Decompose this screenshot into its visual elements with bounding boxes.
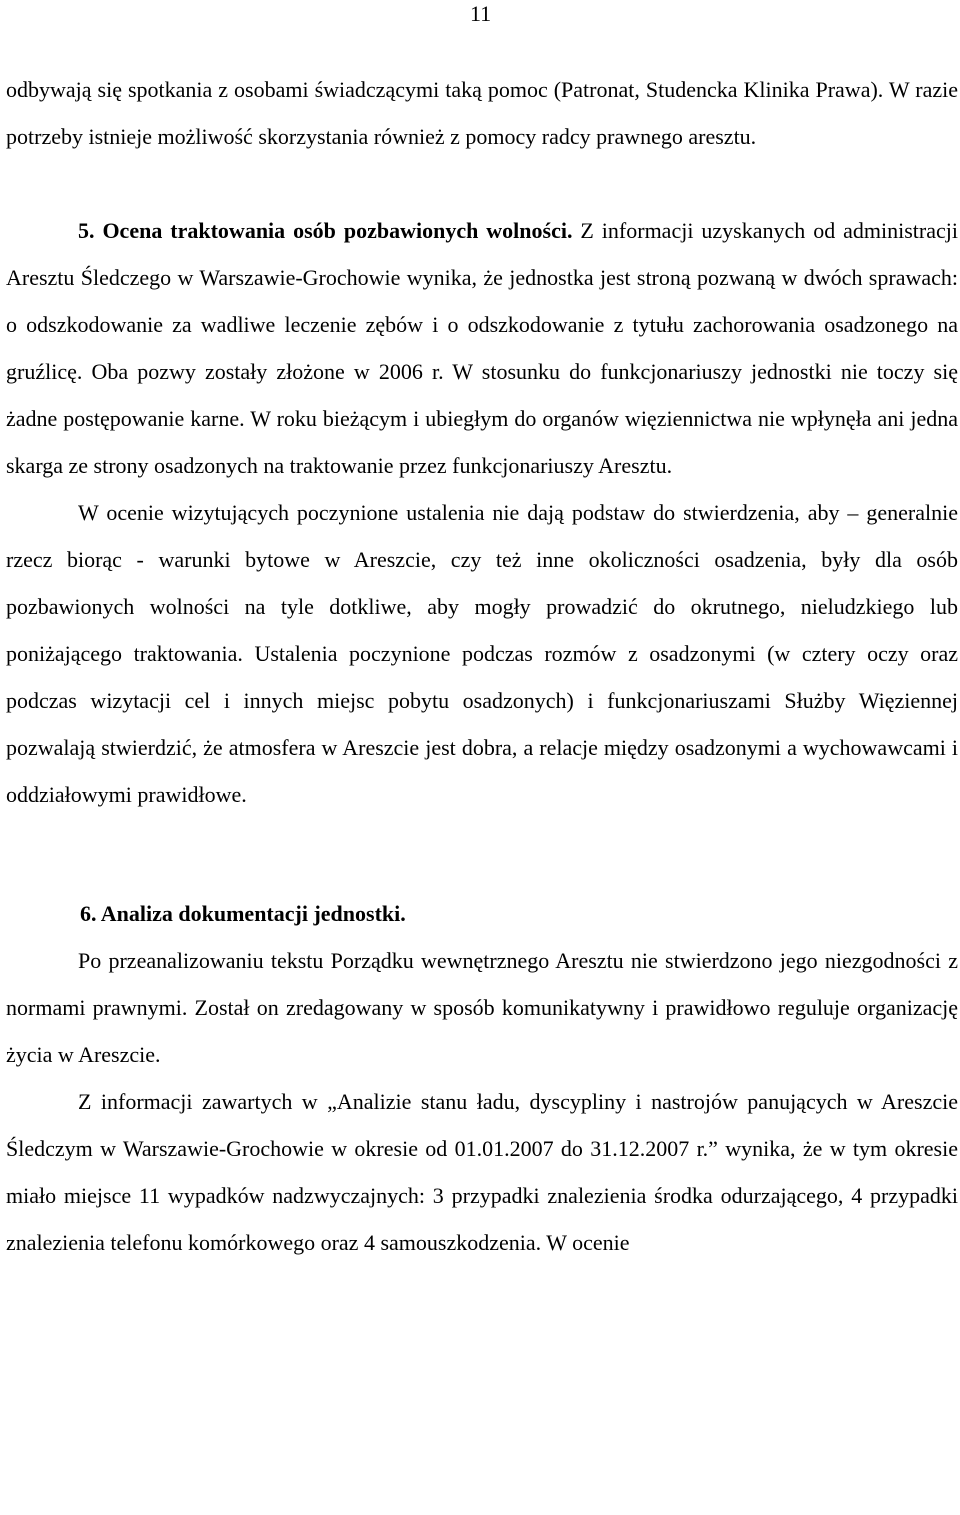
spacer — [6, 818, 958, 890]
paragraph-internal-rules: Po przeanalizowaniu tekstu Porządku wewnętrznego Aresztu nie stwierdzono jego niezgodności z normami prawnymi. Został on zredagowany w sposób komunikatywny i prawidłowo reguluje organizację życia w Areszcie. — [6, 948, 958, 1067]
paragraph-section-5 — [6, 207, 958, 489]
document-body — [6, 66, 958, 1266]
section-5-heading: 5. Ocena traktowania osób pozbawionych wolności. — [78, 218, 573, 243]
paragraph-analysis: Z informacji zawartych w „Analizie stanu ładu, dyscypliny i nastrojów panujących w Areszcie Śledczym w Warszawie-Grochowie w okresie od 01.01.2007 do 31.12.2007 r.” wynika, że w tym okresie miało miejsce 11 wypadków nadzwyczajnych: 3 przypadki znalezienia środka odurzającego, 4 przypadki znalezienia telefonu komórkowego oraz 4 samouszkodzenia. W ocenie — [6, 1089, 958, 1255]
paragraph-treatment-text: Z informacji uzyskanych od administracji Aresztu Śledczego w Warszawie-Grochowie wynika, że jednostka jest stroną pozwaną w dwóch sprawach: o odszkodowanie za wadliwe leczenie zębów i o odszkodowanie z tytułu zachorowania osadzonego na gruźlicę. Oba pozwy zostały złożone w 2006 r. W stosunku do funkcjonariuszy jednostki nie toczy się żadne postępowanie karne. W roku bieżącym i ubiegłym do organów więziennictwa nie wpłynęła ani jedna skarga ze strony osadzonych na traktowanie przez funkcjonariuszy Aresztu. — [6, 218, 959, 478]
paragraph-assessment: W ocenie wizytujących poczynione ustalenia nie dają podstaw do stwierdzenia, aby – generalnie rzecz biorąc - warunki bytowe w Areszcie, czy też inne okoliczności osadzenia, były dla osób pozbawionych wolności na tyle dotkliwe, aby mogły prowadzić do okrutnego, nieludzkiego lub poniżającego traktowania. Ustalenia poczynione podczas rozmów z osadzonymi (w cztery oczy oraz podczas wizytacji cel i innych miejsc pobytu osadzonych) i funkcjonariuszami Służby Więziennej pozwalają stwierdzić, że atmosfera w Areszcie jest dobra, a relacje między osadzonymi a wychowawcami i oddziałowymi prawidłowe. — [6, 500, 958, 807]
spacer — [6, 160, 958, 207]
page-number: 11 — [470, 1, 492, 26]
paragraph-patronat: odbywają się spotkania z osobami świadczącymi taką pomoc (Patronat, Studencka Klinika Prawa). W razie potrzeby istnieje możliwość skorzystania również z pomocy radcy prawnego aresztu. — [6, 77, 958, 149]
section-6-heading: 6. Analiza dokumentacji jednostki. — [80, 901, 406, 926]
